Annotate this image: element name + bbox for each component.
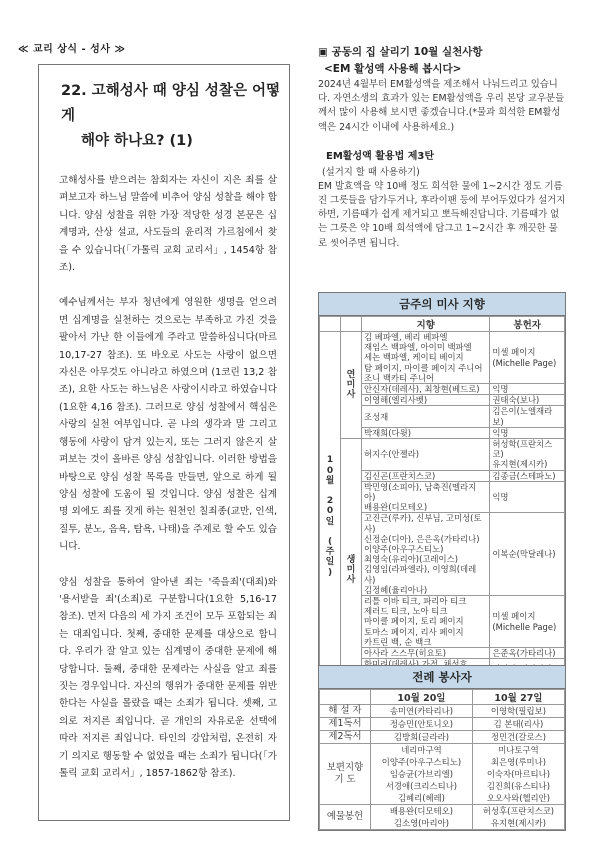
server-date2: 정민건(갈로스) — [472, 731, 564, 744]
date-col-header: 10월 27일 — [472, 690, 564, 705]
notice-section — [318, 44, 566, 251]
article-title — [61, 79, 289, 154]
server-row — [320, 705, 565, 718]
mass-intentions-table — [319, 316, 565, 702]
offerer-cell: 김은이(노엘재라보) — [490, 406, 565, 427]
server-date2: 미나토구역 최은영(루미나) 이숙자(마르티나) 김진희(유스티나) 오오사와(헬리안) — [472, 744, 564, 805]
group-col-header — [341, 317, 362, 332]
server-role: 보편지향 기 도 — [320, 744, 371, 805]
intention-cell: 안신자(데레사), 최창현(베드로) — [362, 384, 490, 395]
server-row — [320, 718, 565, 731]
howto-title: EM활성액 활용법 제3탄 — [326, 150, 434, 162]
intention-cell: 허지수(안젤라) — [362, 439, 490, 471]
intention-cell: 리틀 이바 티크, 파리아 티크 제러드 티크, 노아 티크 마이클 페이지, 토리 페이지 토마스 페이지, 리사 페이지 카트린 백, 순 백크 — [362, 596, 490, 648]
intention-row — [320, 332, 565, 384]
server-row — [320, 805, 565, 830]
server-date1: 정승민(안토니오) — [371, 718, 473, 731]
mass-intentions-box — [318, 292, 566, 703]
mass-group-label: 생 미 사 — [341, 439, 362, 702]
intention-cell: 고진근(루카), 신부님, 고미성(토사) 신정순(디아), 은은옥(가타리나) 이양주(아우구스티노) 최영숙(유리아)(고레이스) 김영임(라파엘라), 이영희(데레사) 김정혜(율리아나) — [362, 513, 490, 596]
intention-cell: 박재희(다윗) — [362, 427, 490, 438]
server-date1: 송미연(카타리나) — [371, 705, 473, 718]
server-date2: 이영학(필립보) — [472, 705, 564, 718]
offerer-cell: 권태숙(보나) — [490, 395, 565, 406]
intention-cell: 이영해(엘리사벳) — [362, 395, 490, 406]
server-row — [320, 744, 565, 805]
server-row — [320, 731, 565, 744]
servers-box — [318, 665, 566, 831]
offerer-cell: 허성학(프란치스코) 유지현(제시카) — [490, 439, 565, 471]
article-paragraph: 고해성사를 받으려는 참회자는 자신이 지은 죄를 살펴보고자 하느님 말씀에 비추어 양심 성찰을 해야 합니다. 양심 성찰을 위한 가장 적당한 성경 본문은 십계명과, 산상 설교, 사도들의 윤리적 가르침에서 찾을 수 있습니다(「가톨릭 교회 교리서」, 1454항 참조). — [59, 175, 277, 274]
article-paragraph: 예수님께서는 부자 청년에게 영원한 생명을 얻으려면 십계명을 실천하는 것으로는 부족하고 가진 것을 팔아서 가난 한 이들에게 주라고 말씀하십니다(마르 10,17-27 참조). 또 바오로 사도는 사랑이 없으면 자신은 아무것도 아니라고 하였으며 (1코린 13,2 참조), 요한 사도는 하느님은 사랑이시라고 하였습니다(1요한 4,16 참조). 그러므로 양심 성찰에서 핵심은 사랑의 실천 여부입니다. 곧 나의 생각과 말 그리고 행동에 사랑이 담겨 있는지, 또는 그러지 않은지 살펴보는 것이 올바른 양심 성찰입니다. 이러한 방법을 바탕으로 양심 성찰 목록을 만들면, 앞으로 하게 될 양심 성찰에 도움이 될 것입니다. 양심 성찰은 십계명 외에도 죄를 짓게 하는 원천인 칠죄종(교만, 인색, 질투, 분노, 음욕, 탐욕, 나태)을 주제로 할 수도 있습니다. — [59, 297, 277, 553]
server-date1: 배용완(디모테오) 김소영(마리아) — [371, 805, 473, 830]
server-role: 해 설 자 — [320, 705, 371, 718]
offerer-cell: 김종금(스테파노) — [490, 470, 565, 481]
article-title-line2: 해야 하나요? (1) — [81, 133, 193, 149]
intention-cell: 조성재 — [362, 406, 490, 427]
offerer-cell: 미셀 페이지 (Michelle Page) — [490, 332, 565, 384]
offerer-cell: 익명 — [490, 427, 565, 438]
offerer-cell: 미셀 페이지 (Michelle Page) — [490, 596, 565, 648]
article-box — [38, 64, 290, 821]
article-paragraph: 양심 성찰을 통하여 알아낸 죄는 '죽을죄'(대죄)와 '용서받을 죄'(소죄)로 구분합니다(1요한 5,16-17 참조). 먼저 다음의 세 가지 조건이 모두 포함되는 죄는 대죄입니다. 첫째, 중대한 문제를 대상으로 합니다. 우리가 잘 알고 있는 십계명이 중대한 문제에 해당합니다. 둘째, 중대한 문제라는 사실을 알고 죄를 짓는 경우입니다. 자신의 행위가 중대한 문제를 위반한다는 사실을 몰랐을 때는 소죄가 됩니다. 셋째, 고의로 저지른 죄입니다. 곧 개인의 자유로운 선택에 따라 저지른 죄입니다. 타인의 강압처럼, 온전히 자기 의지로 행동할 수 없었을 때는 소죄가 됩니다(「가톨릭 교회 교리서」, 1857-1862항 참조). — [59, 576, 277, 779]
section-header: ≪ 교리 상식 - 성사 ≫ — [18, 44, 126, 55]
mass-date: 1 0 월 2 0 일 ( 주 일 ) — [320, 332, 341, 702]
offerer-col-header: 봉헌자 — [490, 317, 565, 332]
offerer-cell: 익명 — [490, 384, 565, 395]
intention-cell: 박민영(소피아), 남축진(멜라지아) 배용완(디모테오) — [362, 481, 490, 513]
server-role: 제1독서 — [320, 718, 371, 731]
server-role: 예물봉헌 — [320, 805, 371, 830]
servers-title: 전례 봉사자 — [319, 666, 565, 689]
offerer-cell: 익명 — [490, 481, 565, 513]
notice-body: 2024년 4월부터 EM활성액을 제조해서 나눠드리고 있습니다. 자연소생의 효과가 있는 EM활성액을 우리 본당 교우분들께서 많이 사용해 보시면 좋겠습니다.(*물과 희석한 EM활성액은 24시간 이내에 사용하세요.) — [318, 79, 565, 133]
offerer-cell: 은준옥(가타리나) — [490, 648, 565, 659]
howto-body: EM 발효액을 약 10배 정도 희석한 물에 1~2시간 정도 기름진 그릇들을 담가두거나, 후라이팬 등에 부어두었다가 설거지하면, 기름때가 쉽게 제거되고 뽀득해진답니다. 기름때가 없는 그릇은 약 10배 희석액에 담그고 1~2시간 후 깨끗한 물로 씻어주면 됩니다. — [318, 180, 566, 249]
intention-cell: 아사라 스스무(히요토) — [362, 648, 490, 659]
article-body — [59, 172, 277, 782]
mass-intentions-title: 금주의 미사 지향 — [319, 293, 565, 316]
role-col-header — [320, 690, 371, 705]
server-date2: 허성후(프란치스코) 유지현(제시카) — [472, 805, 564, 830]
server-date2: 김 본태(리사) — [472, 718, 564, 731]
server-date1: 김방희(글라라) — [371, 731, 473, 744]
offerer-cell: 이복순(막달레나) — [490, 513, 565, 596]
notice-heading: ▣ 공동의 집 살리기 10월 실천사항 — [318, 46, 483, 58]
intention-cell: 김신곤(프란치스코) — [362, 470, 490, 481]
server-role: 제2독서 — [320, 731, 371, 744]
intention-row — [320, 439, 565, 471]
howto-subtitle: (설거지 할 때 사용하기) — [322, 166, 420, 178]
intention-cell: 김 베파엘, 베리 베파엘 재임스 백파엘, 아이미 백파엘 세논 백파엘, 케이티 베이지 탐 페이지, 마이클 페이지 주니어 조니 백카티 주니어 — [362, 332, 490, 384]
server-date1: 네리마구역 이양주(아우구스티노) 임승균(가브리엘) 서경애(크리스티나) 김혜리(헤레) — [371, 744, 473, 805]
notice-subheading: <EM 활성액 사용해 봅시다> — [324, 63, 462, 75]
mass-group-label: 연 미 사 — [341, 332, 362, 439]
article-title-line1: 22. 고해성사 때 양심 성찰은 어떻게 — [61, 83, 281, 124]
date-col-header — [320, 317, 341, 332]
servers-table — [319, 689, 565, 830]
date-col-header: 10월 20일 — [371, 690, 473, 705]
intention-col-header: 지향 — [362, 317, 490, 332]
